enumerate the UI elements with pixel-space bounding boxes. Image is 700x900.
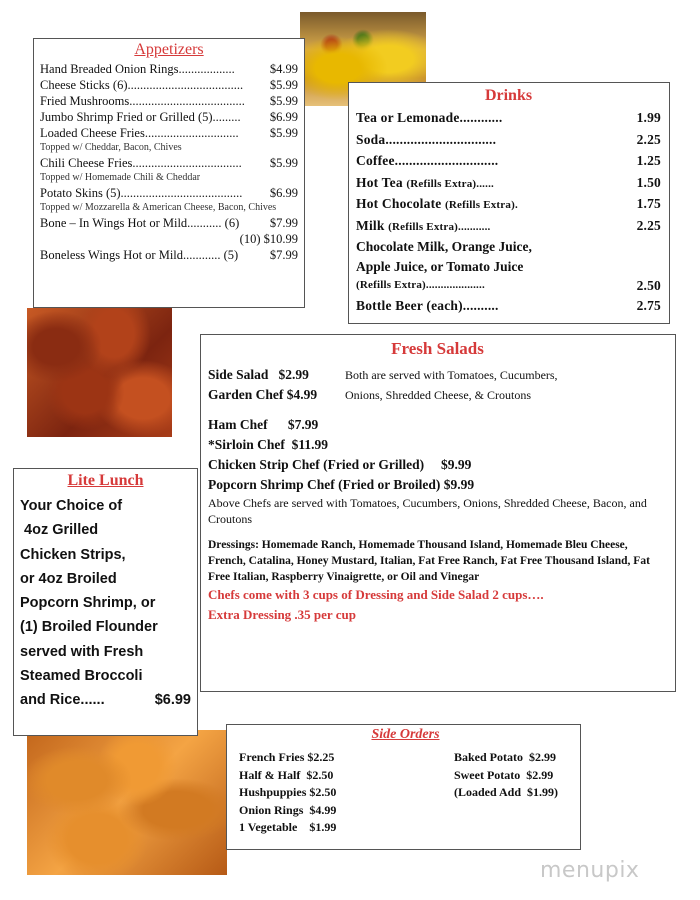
menu-item: Jumbo Shrimp Fried or Grilled (5)......... $6.99 (40, 110, 298, 124)
side-item: Onion Rings $4.99 (239, 802, 337, 817)
menu-item: Loaded Cheese Fries.............................. $5.99 (40, 126, 298, 140)
drinks-title: Drinks (484, 87, 533, 104)
side-orders-section (226, 724, 581, 850)
side-item: 1 Vegetable $1.99 (239, 820, 337, 834)
sirloin-chef-row: *Sirloin Chef $11.99 (208, 437, 329, 452)
extra-dressing-note: Extra Dressing .35 per cup (208, 607, 356, 622)
side-orders-right (454, 749, 558, 837)
both-served-note-1: Both are served with Tomatoes, Cucumbers, (345, 368, 558, 382)
lite-lunch-description: Your Choice of 4oz Grilled Chicken Strips, or 4oz Broiled Popcorn Shrimp, or (1) Broiled Flounder served with Fresh Steamed Broccoli and Rice...... $6.99 (20, 494, 191, 713)
both-served-note-2: Onions, Shredded Cheese, & Croutons (345, 388, 531, 402)
lite-lunch-section (13, 468, 198, 736)
appetizers-title: Appetizers (134, 41, 204, 58)
menu-item: Fried Mushrooms..................................... $5.99 (40, 94, 298, 108)
menu-item: Bone – In Wings Hot or Mild........... (6) $7.99 (40, 216, 298, 230)
side-item: Sweet Potato $2.99 (453, 767, 554, 782)
garden-chef-name: Garden Chef (208, 387, 284, 402)
lite-lunch-title: Lite Lunch (67, 472, 144, 489)
chefs-dressing-note: Chefs come with 3 cups of Dressing and Side Salad 2 cups…. (208, 587, 544, 602)
side-item: Half & Half $2.50 (239, 767, 334, 782)
wings-photo (27, 308, 172, 437)
drink-item: Bottle Beer (each).......... 2.75 (356, 297, 661, 313)
side-orders-left (239, 749, 336, 837)
menu-item: Chili Cheese Fries................................... $5.99 (40, 156, 298, 170)
menu-item: Boneless Wings Hot or Mild............ (5) $7.99 (40, 248, 298, 262)
drink-item: Tea or Lemonade............ 1.99 (356, 110, 661, 125)
drinks-section (348, 82, 670, 324)
menupix-watermark: menupix (540, 858, 640, 883)
menu-item: Potato Skins (5)....................................... $6.99 (40, 186, 298, 200)
dressings-list: Dressings: Homemade Ranch, Homemade Thousand Island, Homemade Bleu Cheese, French, Catalina, Honey Mustard, Italian, Fat Free Ranch, Fat Free Thousand Island, Fat Free Italian, Raspberry Vinaigrette, or Oil and Vinegar (208, 539, 650, 583)
appetizers-section (33, 38, 305, 308)
side-salad-name: Side Salad (208, 367, 269, 382)
wings-photo-bottom (27, 730, 227, 875)
side-salad-price: $2.99 (278, 367, 309, 382)
appetizers-list (40, 61, 298, 263)
salads-title: Fresh Salads (391, 339, 484, 358)
lite-lunch-price: $6.99 (154, 692, 191, 709)
side-item: French Fries $2.25 (239, 750, 335, 764)
menu-item-extra-price: (10) $10.99 (239, 232, 298, 246)
ham-chef-row: Ham Chef $7.99 (208, 417, 319, 432)
drink-item: Coffee............................. 1.25 (356, 153, 661, 168)
drink-item: Hot Chocolate (Refills Extra). 1.75 (356, 196, 661, 211)
drink-item: Soda............................... 2.25 (356, 131, 661, 147)
drink-multiline-1: Chocolate Milk, Orange Juice, (356, 239, 532, 254)
popcorn-chef-row: Popcorn Shrimp Chef (Fried or Broiled) $9.99 (208, 477, 475, 492)
drink-multiline-2: Apple Juice, or Tomato Juice (356, 258, 524, 274)
side-garden-block (208, 365, 667, 405)
drink-item: (Refills Extra).................... 2.50 (356, 278, 661, 293)
side-item: Baked Potato $2.99 (453, 750, 556, 764)
item-note: Topped w/ Homemade Chili & Cheddar (40, 172, 201, 183)
garden-chef-price: $4.99 (286, 387, 318, 402)
side-orders-title: Side Orders (371, 727, 440, 742)
side-item: Hushpuppies $2.50 (239, 785, 337, 799)
side-item: (Loaded Add $1.99) (453, 785, 558, 799)
drink-item: Milk (Refills Extra)........... 2.25 (356, 217, 661, 233)
drink-item: Hot Tea (Refills Extra)...... 1.50 (356, 174, 661, 190)
fresh-salads-section (200, 334, 676, 692)
item-note: Topped w/ Mozzarella & American Cheese, Bacon, Chives (40, 202, 277, 213)
above-chefs-note: Above Chefs are served with Tomatoes, Cucumbers, Onions, Shredded Cheese, Bacon, and Croutons (208, 496, 647, 526)
menu-item: Hand Breaded Onion Rings.................. $4.99 (40, 62, 298, 76)
menu-item: Cheese Sticks (6)..................................... $5.99 (40, 78, 298, 92)
item-note: Topped w/ Cheddar, Bacon, Chives (40, 142, 182, 153)
chicken-chef-row: Chicken Strip Chef (Fried or Grilled) $9.99 (208, 457, 472, 472)
